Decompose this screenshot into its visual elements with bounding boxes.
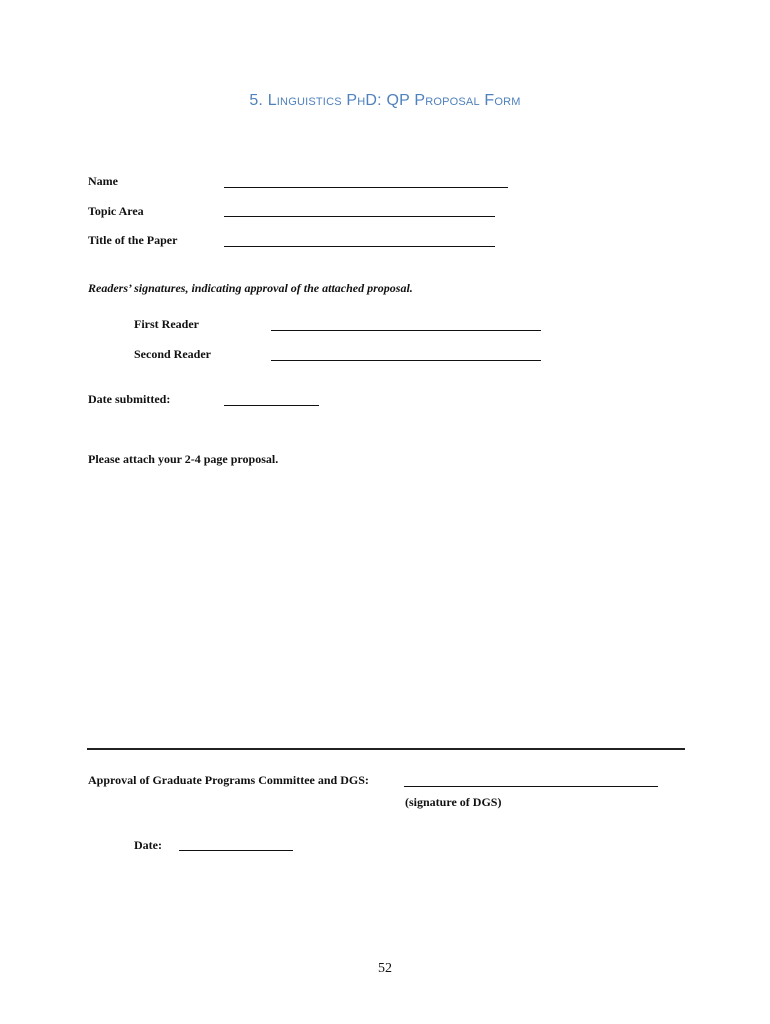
second-reader-label: Second Reader	[134, 347, 211, 361]
topic-area-field-line[interactable]	[224, 216, 495, 217]
dgs-signature-line[interactable]	[404, 786, 658, 787]
first-reader-signature-line[interactable]	[271, 330, 541, 331]
paper-title-field-line[interactable]	[224, 246, 495, 247]
attach-proposal-note: Please attach your 2-4 page proposal.	[88, 452, 279, 466]
section-divider	[87, 748, 685, 750]
paper-title-label: Title of the Paper	[88, 233, 178, 247]
approval-date-label: Date:	[134, 838, 162, 852]
readers-note: Readers’ signatures, indicating approval of the attached proposal.	[88, 281, 413, 295]
page-number: 52	[378, 961, 392, 976]
date-submitted-label: Date submitted:	[88, 392, 171, 406]
name-field-line[interactable]	[224, 187, 508, 188]
first-reader-label: First Reader	[134, 317, 199, 331]
second-reader-signature-line[interactable]	[271, 360, 541, 361]
dgs-signature-caption: (signature of DGS)	[405, 795, 502, 809]
topic-area-label: Topic Area	[88, 204, 144, 218]
approval-label: Approval of Graduate Programs Committee and DGS:	[88, 773, 369, 787]
page-title: 5. Linguistics PhD: QP Proposal Form	[249, 92, 521, 109]
approval-date-field-line[interactable]	[179, 850, 293, 851]
name-label: Name	[88, 174, 118, 188]
date-submitted-field-line[interactable]	[224, 405, 319, 406]
